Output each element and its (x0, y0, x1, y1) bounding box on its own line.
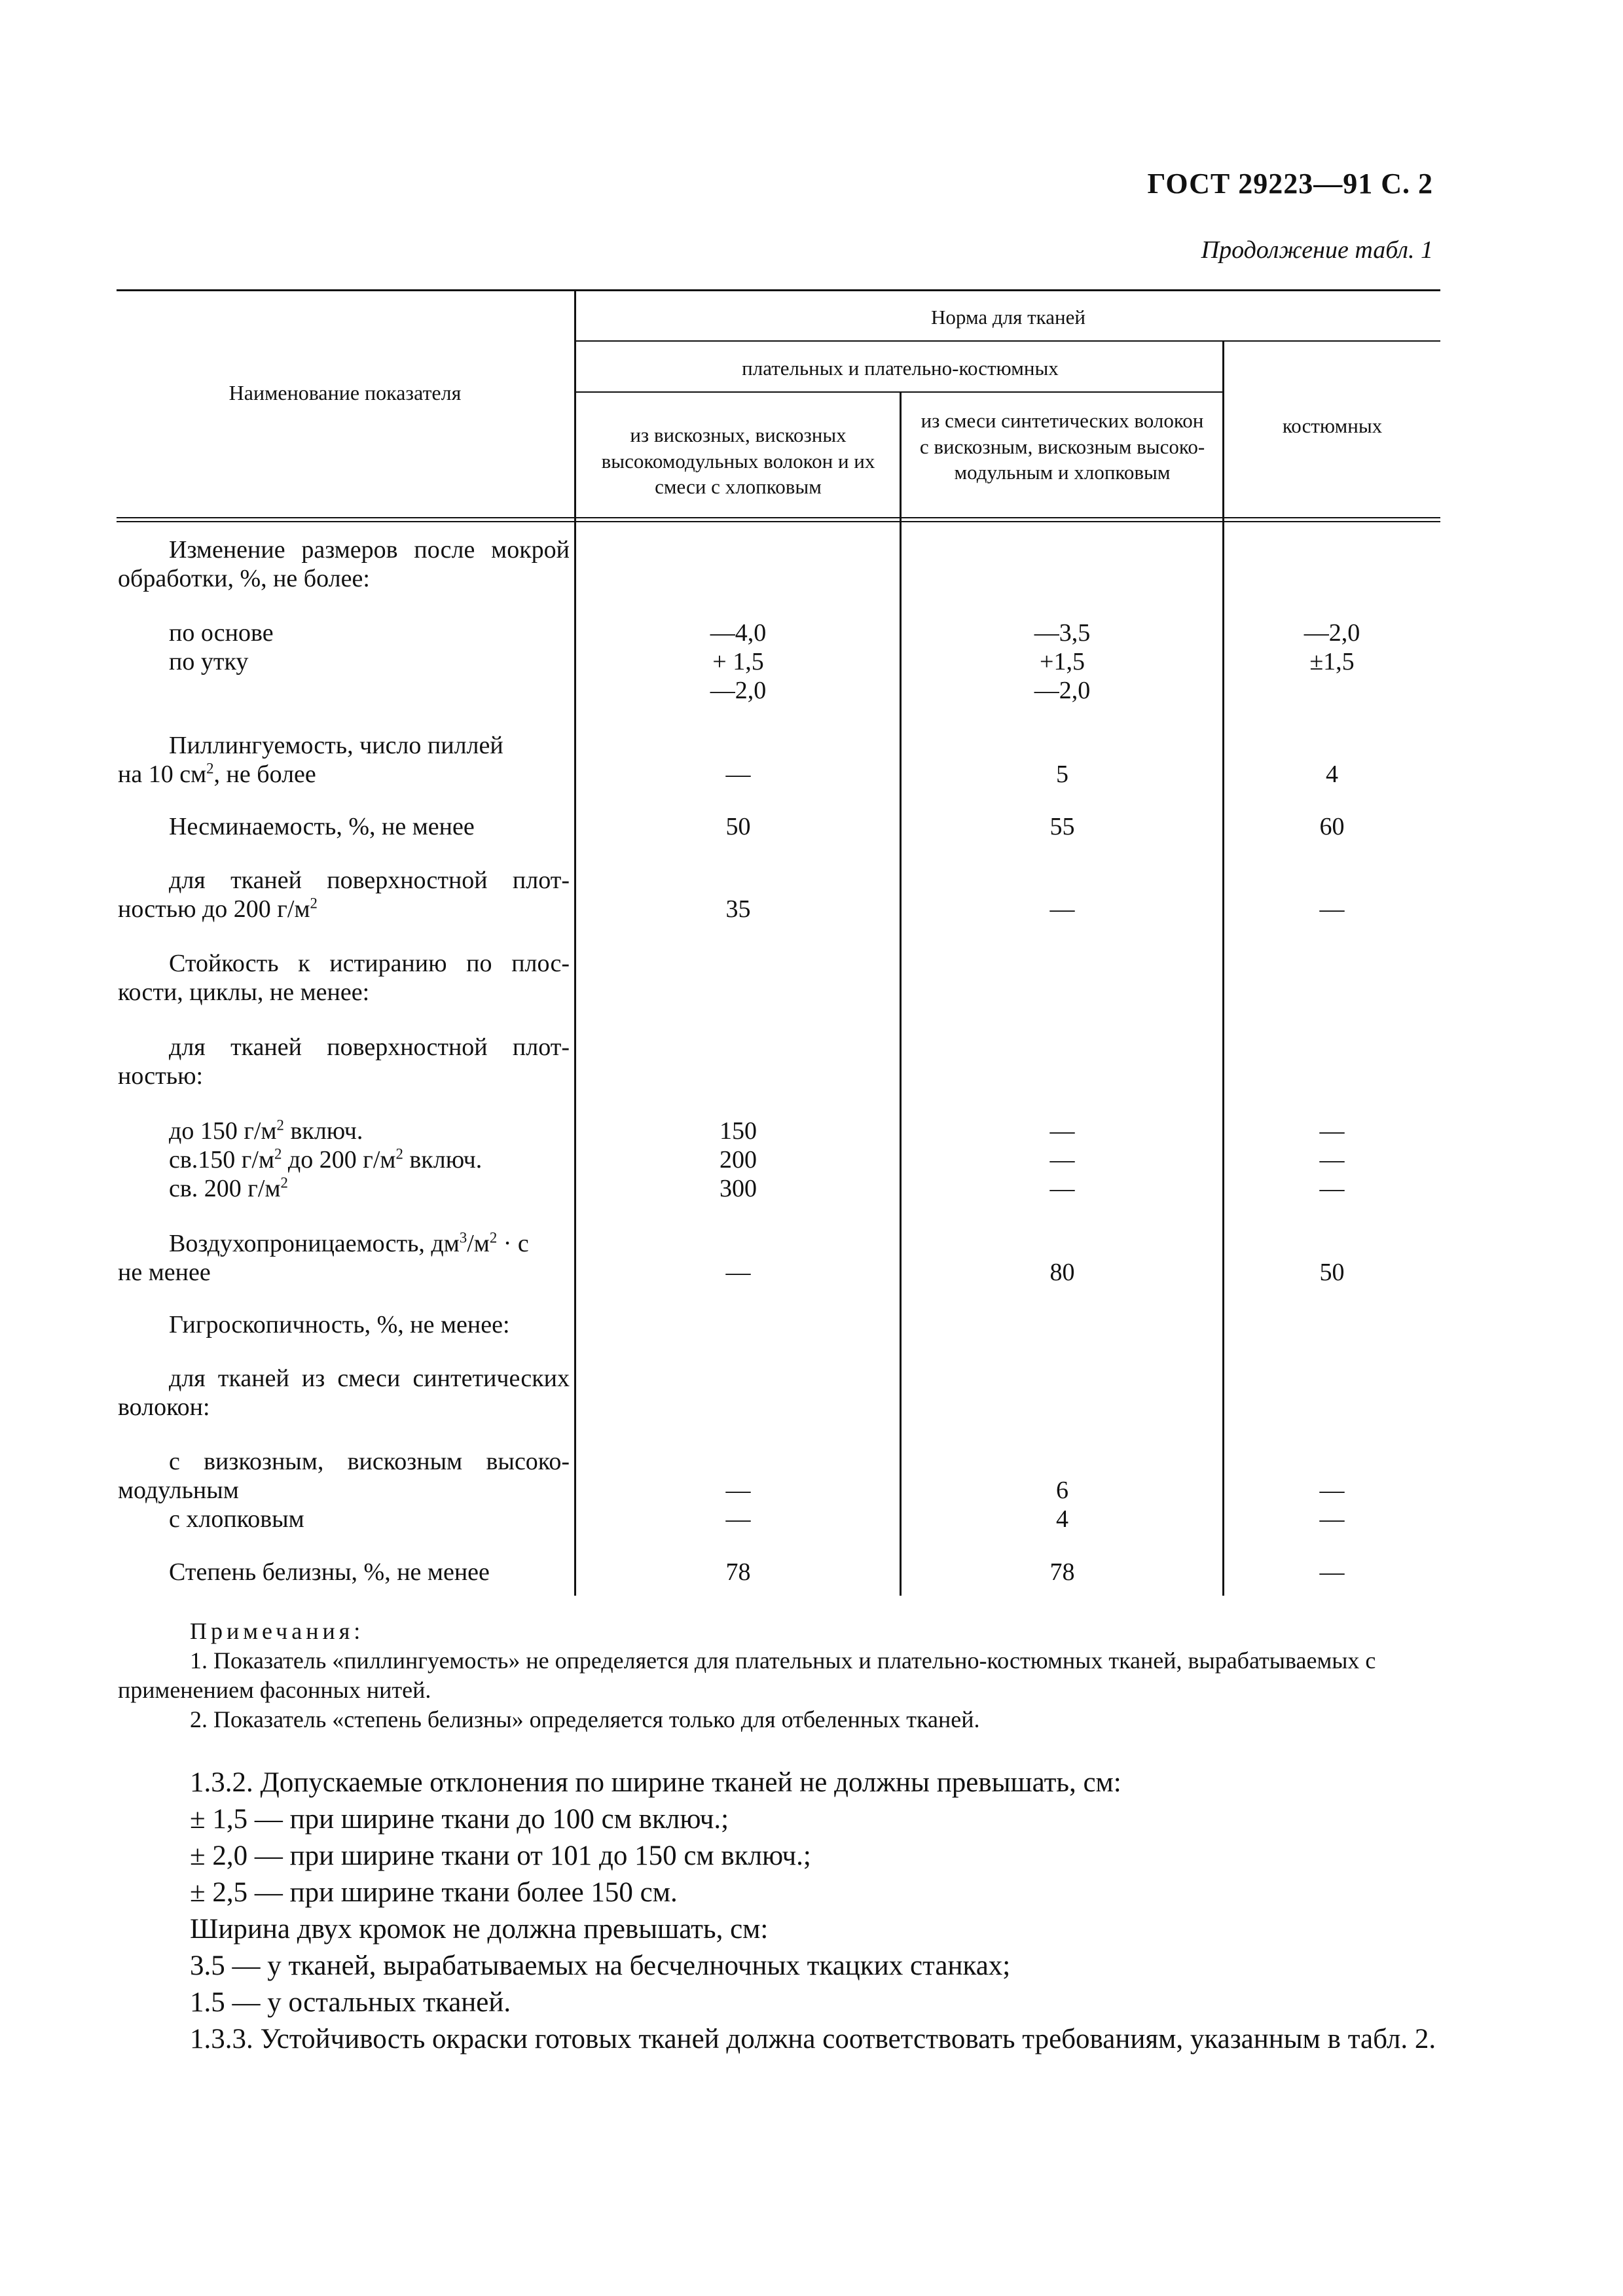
cell-weft2-c2: —2,0 (1034, 677, 1091, 704)
para-other-fabrics: 1.5 — у остальных тканей. (190, 1987, 511, 2018)
header-col-viscose: из вискозных, вискозных высокомодульных волокон и их смеси с хлопковым (601, 423, 875, 499)
row-synthetic-title: для тканей из смеси синтетических волокон: (118, 1365, 570, 1421)
cell-warp-c1: —4,0 (710, 619, 767, 647)
notes-title: Примечания: (190, 1618, 365, 1644)
cell-upto150-c3: — (1319, 1117, 1345, 1145)
cell-pilling-c1: — (725, 761, 751, 788)
row-density-label: для тканей поверхностной плотностью до 200 $г/м^2$ (118, 867, 570, 923)
row-warp-label: по основе (169, 619, 274, 647)
header-rule-norm (575, 340, 1440, 342)
cell-pilling-c2: 5 (1056, 761, 1068, 788)
cell-over200-c3: — (1319, 1175, 1345, 1202)
row-over200-label: св. 200 $г/м^2$ (169, 1174, 288, 1202)
table-col-divider-1 (574, 290, 576, 1596)
row-cotton-label: с хлопковым (169, 1505, 304, 1533)
cell-warp-c2: —3,5 (1034, 619, 1091, 647)
cell-150to200-c2: — (1049, 1146, 1075, 1174)
cell-crease-c1: 50 (725, 813, 751, 840)
cell-whiteness-c2: 78 (1049, 1558, 1075, 1586)
table-col-divider-2 (900, 391, 902, 1596)
row-crease-label: Несминаемость, %, не менее (169, 813, 475, 840)
cell-upto150-c2: — (1049, 1117, 1075, 1145)
para-shuttleless: 3.5 — у тканей, вырабатываемых на бесчелночных ткацких станках; (190, 1950, 1011, 1981)
para-1-3-2: 1.3.2. Допускаемые отклонения по ширине тканей не должны превышать, см: (190, 1767, 1122, 1798)
cell-viscose-c2: 6 (1056, 1477, 1068, 1504)
cell-crease-c3: 60 (1319, 813, 1345, 840)
cell-density-c1: 35 (725, 895, 751, 923)
cell-density-c3: — (1319, 895, 1345, 923)
para-tolerance-100: ± 1,5 — при ширине ткани до 100 см включ.; (190, 1804, 729, 1835)
cell-pilling-c3: 4 (1326, 761, 1338, 788)
cell-air-c2: 80 (1049, 1259, 1075, 1286)
table-continuation-label: Продолжение табл. 1 (1201, 236, 1433, 264)
header-norm: Норма для тканей (931, 306, 1085, 329)
cell-air-c3: 50 (1319, 1259, 1345, 1286)
cell-150to200-c3: — (1319, 1146, 1345, 1174)
row-weft-label: по утку (169, 648, 249, 675)
row-shrinkage-title: Изменение размеров после мокрой обработки, %, не более: (118, 536, 570, 592)
page-title: ГОСТ 29223—91 С. 2 (1147, 168, 1433, 200)
header-col-synthetic: из смеси синтетических волокон с вискозным, вискозным высокомодульным и хлопковым (919, 409, 1205, 484)
note-2: 2. Показатель «степень белизны» определяется только для отбеленных тканей. (190, 1706, 980, 1732)
note-1: 1. Показатель «пиллингуемость» не определяется для плательных и плательно-костюмных тканей, вырабатываемых с применением фасонных нитей. (118, 1647, 1376, 1703)
cell-over200-c2: — (1049, 1175, 1075, 1202)
row-pilling-label-2: на 10 $см^2$, не более (118, 760, 316, 788)
row-air-label-1: Воздухопроницаемость, $дм^3/м^2 \cdot с$ (169, 1229, 529, 1257)
cell-whiteness-c1: 78 (725, 1558, 751, 1586)
row-hygro-title: Гигроскопичность, %, не менее: (169, 1311, 510, 1338)
cell-over200-c1: 300 (720, 1175, 757, 1202)
row-air-label-2: не менее (118, 1259, 211, 1286)
row-150to200-label: св.150 $г/м^2$ до 200 $г/м^2$ включ. (169, 1145, 483, 1174)
row-whiteness-label: Степень белизны, %, не менее (169, 1558, 490, 1586)
header-dress-group: плательных и плательно-костюмных (742, 357, 1059, 380)
para-edge-width: Ширина двух кромок не должна превышать, см: (190, 1914, 769, 1945)
cell-150to200-c1: 200 (720, 1146, 757, 1174)
cell-density-c2: — (1049, 895, 1075, 923)
table-top-rule (117, 289, 1440, 291)
cell-cotton-c2: 4 (1056, 1505, 1068, 1533)
cell-weft-c1: + 1,5 (712, 648, 764, 675)
table-col-divider-3 (1222, 340, 1224, 1596)
cell-weft-c2: +1,5 (1040, 648, 1085, 675)
row-pilling-label-1: Пиллингуемость, число пиллей (169, 732, 503, 759)
para-1-3-3: 1.3.3. Устойчивость окраски готовых тканей должна соответствовать требованиям, указанным в табл. 2. (190, 2024, 1436, 2054)
para-tolerance-over150: ± 2,5 — при ширине ткани более 150 см. (190, 1877, 678, 1908)
header-bottom-rule (117, 517, 1440, 518)
cell-cotton-c1: — (725, 1505, 751, 1533)
row-upto150-label: до 150 $г/м^2$ включ. (169, 1117, 363, 1145)
cell-upto150-c1: 150 (720, 1117, 757, 1145)
row-abrasion-title: Стойкость к истиранию по плоскости, циклы, не менее: (118, 950, 570, 1006)
cell-warp-c3: —2,0 (1304, 619, 1360, 647)
cell-viscose-c1: — (725, 1477, 751, 1504)
cell-whiteness-c3: — (1319, 1558, 1345, 1586)
cell-viscose-c3: — (1319, 1477, 1345, 1504)
cell-weft-c3: ±1,5 (1309, 648, 1355, 675)
header-indicator-name: Наименование показателя (228, 381, 462, 404)
cell-weft2-c1: —2,0 (710, 677, 767, 704)
cell-air-c1: — (725, 1259, 751, 1286)
row-surface-title: для тканей поверхностной плотностью: (118, 1033, 570, 1090)
cell-cotton-c3: — (1319, 1505, 1345, 1533)
para-tolerance-150: ± 2,0 — при ширине ткани от 101 до 150 см включ.; (190, 1840, 811, 1871)
header-bottom-rule-2 (117, 521, 1440, 522)
cell-crease-c2: 55 (1049, 813, 1075, 840)
header-col-suit: костюмных (1282, 414, 1383, 437)
row-viscose-label: с визкозным, вискозным высокомодульным (118, 1448, 570, 1504)
